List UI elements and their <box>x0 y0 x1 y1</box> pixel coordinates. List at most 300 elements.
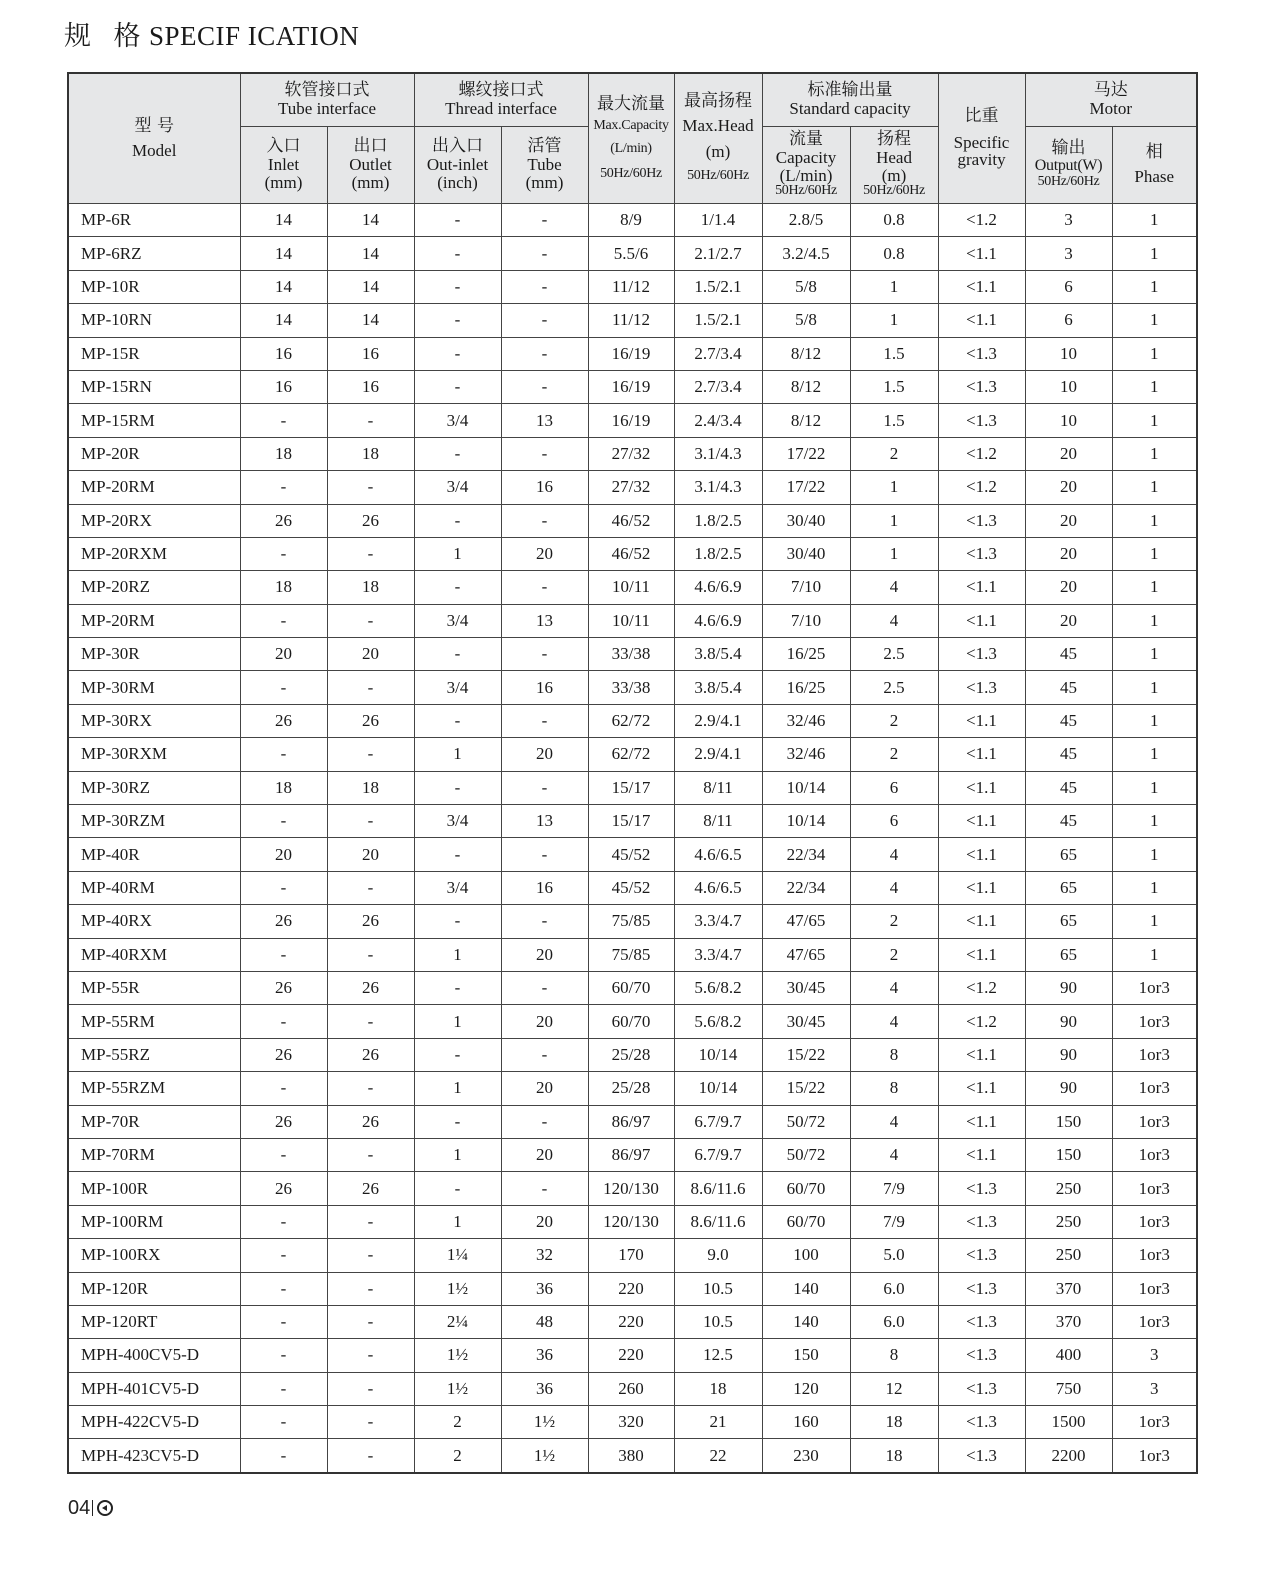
table-cell: 5.5/6 <box>588 237 674 270</box>
model-cell: MPH-401CV5-D <box>68 1372 240 1405</box>
table-cell: 16/19 <box>588 370 674 403</box>
table-cell: - <box>414 571 501 604</box>
model-cell: MP-15RM <box>68 404 240 437</box>
table-cell: 1 <box>414 1005 501 1038</box>
table-cell: - <box>414 771 501 804</box>
table-cell: - <box>327 738 414 771</box>
table-cell: 18 <box>327 437 414 470</box>
table-cell: - <box>327 871 414 904</box>
table-cell: 5/8 <box>762 304 850 337</box>
model-cell: MP-100RX <box>68 1239 240 1272</box>
table-cell: 10/14 <box>674 1072 762 1105</box>
table-cell: <1.1 <box>938 237 1025 270</box>
table-cell: 1 <box>1112 370 1197 403</box>
table-cell: 32/46 <box>762 738 850 771</box>
model-cell: MP-20RM <box>68 604 240 637</box>
table-row <box>68 270 1197 303</box>
page-number: 04 <box>68 1497 91 1519</box>
table-cell: <1.1 <box>938 1038 1025 1071</box>
table-row <box>68 304 1197 337</box>
table-cell: 30/40 <box>762 537 850 570</box>
table-cell: <1.3 <box>938 1406 1025 1439</box>
table-cell: 14 <box>327 237 414 270</box>
table-cell: - <box>414 704 501 737</box>
table-cell: - <box>240 1138 327 1171</box>
header-model: 型 号 Model <box>68 73 240 204</box>
header-thread-interface: 螺纹接口式 Thread interface <box>414 73 588 127</box>
table-cell: 27/32 <box>588 437 674 470</box>
table-cell: 1 <box>1112 404 1197 437</box>
table-row <box>68 1005 1197 1038</box>
table-cell: <1.1 <box>938 604 1025 637</box>
table-cell: <1.1 <box>938 1072 1025 1105</box>
model-cell: MP-15RN <box>68 370 240 403</box>
model-cell: MP-6RZ <box>68 237 240 270</box>
table-row <box>68 504 1197 537</box>
table-cell: - <box>240 1406 327 1439</box>
model-cell: MPH-422CV5-D <box>68 1406 240 1439</box>
table-cell: 22/34 <box>762 871 850 904</box>
table-row <box>68 337 1197 370</box>
table-cell: 1 <box>414 1072 501 1105</box>
table-cell: 8 <box>850 1072 938 1105</box>
table-cell: 1or3 <box>1112 1105 1197 1138</box>
table-cell: - <box>240 1205 327 1238</box>
table-cell: 3/4 <box>414 404 501 437</box>
table-cell: 100 <box>762 1239 850 1272</box>
table-row <box>68 1339 1197 1372</box>
table-cell: 48 <box>501 1305 588 1338</box>
table-cell: 10/14 <box>762 771 850 804</box>
table-cell: - <box>501 771 588 804</box>
table-cell: 140 <box>762 1305 850 1338</box>
table-cell: - <box>414 237 501 270</box>
table-cell: 36 <box>501 1372 588 1405</box>
table-cell: 1 <box>414 537 501 570</box>
model-cell: MP-20RM <box>68 471 240 504</box>
header-out-inlet: 出入口 Out-inlet (inch) <box>414 127 501 204</box>
table-cell: 2.9/4.1 <box>674 704 762 737</box>
table-cell: 160 <box>762 1406 850 1439</box>
table-cell: 13 <box>501 604 588 637</box>
table-cell: - <box>501 1105 588 1138</box>
model-cell: MP-20RZ <box>68 571 240 604</box>
header-tube-interface: 软管接口式 Tube interface <box>240 73 414 127</box>
table-cell: 1 <box>1112 805 1197 838</box>
table-cell: - <box>414 1038 501 1071</box>
table-cell: 1 <box>1112 304 1197 337</box>
table-cell: <1.3 <box>938 537 1025 570</box>
table-cell: 1½ <box>501 1439 588 1473</box>
table-cell: 10 <box>1025 404 1112 437</box>
table-cell: 22 <box>674 1439 762 1473</box>
table-cell: <1.1 <box>938 304 1025 337</box>
table-cell: 120/130 <box>588 1205 674 1238</box>
table-cell: 60/70 <box>588 971 674 1004</box>
header-motor: 马达 Motor <box>1025 73 1197 127</box>
table-cell: 120/130 <box>588 1172 674 1205</box>
table-cell: 3.8/5.4 <box>674 671 762 704</box>
table-cell: 10.5 <box>674 1305 762 1338</box>
table-cell: 2 <box>850 704 938 737</box>
table-cell: 26 <box>240 905 327 938</box>
table-cell: 17/22 <box>762 471 850 504</box>
table-cell: <1.3 <box>938 370 1025 403</box>
table-cell: 45 <box>1025 805 1112 838</box>
table-cell: 75/85 <box>588 905 674 938</box>
table-cell: 14 <box>240 237 327 270</box>
table-cell: 1 <box>850 537 938 570</box>
table-cell: 16 <box>240 370 327 403</box>
header-standard-capacity: 标准输出量 Standard capacity <box>762 73 938 127</box>
model-cell: MP-20RXM <box>68 537 240 570</box>
table-row <box>68 537 1197 570</box>
table-cell: 15/17 <box>588 805 674 838</box>
table-cell: 1 <box>1112 571 1197 604</box>
table-cell: - <box>414 204 501 237</box>
table-cell: 20 <box>501 537 588 570</box>
table-cell: <1.1 <box>938 1138 1025 1171</box>
table-cell: - <box>240 404 327 437</box>
table-cell: 32 <box>501 1239 588 1272</box>
table-cell: 1 <box>414 738 501 771</box>
table-cell: 26 <box>327 971 414 1004</box>
table-cell: 1 <box>414 1205 501 1238</box>
table-cell: 27/32 <box>588 471 674 504</box>
table-cell: 1½ <box>414 1339 501 1372</box>
table-cell: 8/12 <box>762 337 850 370</box>
table-cell: 220 <box>588 1272 674 1305</box>
table-cell: 14 <box>327 204 414 237</box>
table-cell: 3.8/5.4 <box>674 638 762 671</box>
table-cell: 62/72 <box>588 704 674 737</box>
table-cell: 1 <box>414 1138 501 1171</box>
page-footer <box>68 1497 113 1520</box>
table-cell: 1.5 <box>850 404 938 437</box>
table-cell: 9.0 <box>674 1239 762 1272</box>
table-cell: 4.6/6.5 <box>674 871 762 904</box>
table-cell: <1.3 <box>938 1339 1025 1372</box>
table-cell: 750 <box>1025 1372 1112 1405</box>
model-cell: MP-120R <box>68 1272 240 1305</box>
table-cell: 1 <box>1112 604 1197 637</box>
table-cell: 2.5 <box>850 638 938 671</box>
table-cell: - <box>501 304 588 337</box>
table-row <box>68 471 1197 504</box>
table-cell: <1.3 <box>938 1439 1025 1473</box>
table-cell: 0.8 <box>850 237 938 270</box>
table-cell: 150 <box>1025 1138 1112 1171</box>
table-cell: 20 <box>1025 471 1112 504</box>
table-cell: 26 <box>240 971 327 1004</box>
table-cell: 15/17 <box>588 771 674 804</box>
table-cell: 1 <box>1112 471 1197 504</box>
table-cell: 1500 <box>1025 1406 1112 1439</box>
model-cell: MP-70R <box>68 1105 240 1138</box>
table-cell: 16/19 <box>588 337 674 370</box>
model-cell: MP-40RM <box>68 871 240 904</box>
table-cell: - <box>240 1339 327 1372</box>
table-cell: 3.1/4.3 <box>674 471 762 504</box>
table-cell: - <box>327 1439 414 1473</box>
table-cell: - <box>327 1205 414 1238</box>
model-cell: MP-30RM <box>68 671 240 704</box>
table-cell: 45/52 <box>588 871 674 904</box>
table-cell: 45/52 <box>588 838 674 871</box>
table-cell: 2.8/5 <box>762 204 850 237</box>
table-cell: - <box>327 604 414 637</box>
table-cell: <1.3 <box>938 671 1025 704</box>
table-cell: 2 <box>414 1439 501 1473</box>
table-row <box>68 738 1197 771</box>
table-cell: <1.2 <box>938 204 1025 237</box>
table-cell: 1 <box>850 504 938 537</box>
table-cell: 47/65 <box>762 905 850 938</box>
table-cell: - <box>327 1305 414 1338</box>
table-cell: - <box>501 638 588 671</box>
table-cell: - <box>327 1005 414 1038</box>
table-cell: 6.7/9.7 <box>674 1138 762 1171</box>
table-cell: 20 <box>1025 571 1112 604</box>
table-cell: <1.3 <box>938 337 1025 370</box>
table-cell: 26 <box>327 905 414 938</box>
table-cell: 2.4/3.4 <box>674 404 762 437</box>
model-cell: MPH-400CV5-D <box>68 1339 240 1372</box>
table-cell: <1.3 <box>938 404 1025 437</box>
table-cell: - <box>414 638 501 671</box>
table-cell: 20 <box>1025 504 1112 537</box>
table-cell: 2.9/4.1 <box>674 738 762 771</box>
table-cell: <1.1 <box>938 1105 1025 1138</box>
table-cell: 26 <box>240 1038 327 1071</box>
table-cell: 3/4 <box>414 604 501 637</box>
table-cell: 10.5 <box>674 1272 762 1305</box>
table-cell: <1.1 <box>938 838 1025 871</box>
model-cell: MP-15R <box>68 337 240 370</box>
table-cell: - <box>327 1138 414 1171</box>
header-max-head: 最高扬程 Max.Head (m) 50Hz/60Hz <box>674 73 762 204</box>
table-cell: 26 <box>240 1172 327 1205</box>
table-cell: <1.1 <box>938 270 1025 303</box>
table-cell: <1.1 <box>938 704 1025 737</box>
table-cell: 26 <box>240 704 327 737</box>
table-cell: - <box>240 1072 327 1105</box>
table-cell: 7/9 <box>850 1205 938 1238</box>
table-cell: - <box>240 1272 327 1305</box>
table-cell: - <box>327 1072 414 1105</box>
table-cell: 46/52 <box>588 504 674 537</box>
table-cell: - <box>501 1172 588 1205</box>
table-cell: 1 <box>1112 504 1197 537</box>
model-cell: MP-6R <box>68 204 240 237</box>
table-row <box>68 370 1197 403</box>
table-cell: 1 <box>850 304 938 337</box>
model-cell: MP-30RX <box>68 704 240 737</box>
table-cell: <1.2 <box>938 471 1025 504</box>
table-cell: - <box>327 537 414 570</box>
table-cell: - <box>327 938 414 971</box>
table-cell: 18 <box>850 1406 938 1439</box>
table-cell: 3/4 <box>414 671 501 704</box>
table-cell: 20 <box>501 1072 588 1105</box>
table-cell: 1or3 <box>1112 1038 1197 1071</box>
model-cell: MP-30RZ <box>68 771 240 804</box>
table-cell: 4.6/6.9 <box>674 571 762 604</box>
table-cell: 10 <box>1025 337 1112 370</box>
table-cell: - <box>414 1105 501 1138</box>
table-cell: 5/8 <box>762 270 850 303</box>
table-cell: 1 <box>1112 537 1197 570</box>
table-cell: 1.5 <box>850 370 938 403</box>
table-cell: 6.0 <box>850 1272 938 1305</box>
back-arrow-icon <box>97 1500 113 1516</box>
table-cell: 250 <box>1025 1205 1112 1238</box>
table-cell: 18 <box>850 1439 938 1473</box>
table-cell: 20 <box>240 838 327 871</box>
table-cell: - <box>327 1372 414 1405</box>
table-row <box>68 1372 1197 1405</box>
title-cn-2: 格 <box>113 21 141 52</box>
table-cell: 60/70 <box>762 1205 850 1238</box>
table-cell: 45 <box>1025 771 1112 804</box>
table-cell: 1 <box>1112 671 1197 704</box>
table-cell: 1 <box>1112 838 1197 871</box>
table-cell: - <box>501 504 588 537</box>
table-cell: 8/9 <box>588 204 674 237</box>
table-cell: 15/22 <box>762 1038 850 1071</box>
table-cell: 3.3/4.7 <box>674 905 762 938</box>
table-cell: <1.1 <box>938 871 1025 904</box>
table-cell: 13 <box>501 404 588 437</box>
table-cell: 2 <box>850 738 938 771</box>
table-cell: - <box>414 1172 501 1205</box>
model-cell: MP-20RX <box>68 504 240 537</box>
header-head: 扬程 Head (m) 50Hz/60Hz <box>850 127 938 204</box>
model-cell: MP-55RZ <box>68 1038 240 1071</box>
table-cell: - <box>327 404 414 437</box>
table-cell: 1/1.4 <box>674 204 762 237</box>
table-cell: 5.6/8.2 <box>674 1005 762 1038</box>
table-cell: 1or3 <box>1112 1239 1197 1272</box>
model-cell: MPH-423CV5-D <box>68 1439 240 1473</box>
table-cell: - <box>240 805 327 838</box>
header-output: 输出 Output(W) 50Hz/60Hz <box>1025 127 1112 204</box>
table-row <box>68 971 1197 1004</box>
title-cn-1: 规 <box>64 21 92 52</box>
table-cell: 16/25 <box>762 638 850 671</box>
table-cell: - <box>414 337 501 370</box>
table-row <box>68 1138 1197 1171</box>
table-cell: <1.1 <box>938 938 1025 971</box>
table-cell: 1½ <box>414 1272 501 1305</box>
table-cell: 1 <box>1112 204 1197 237</box>
table-row <box>68 905 1197 938</box>
table-cell: 1 <box>1112 905 1197 938</box>
table-cell: 3 <box>1025 204 1112 237</box>
table-cell: 21 <box>674 1406 762 1439</box>
table-cell: 6 <box>1025 304 1112 337</box>
header-specific-gravity: 比重 Specific gravity <box>938 73 1025 204</box>
table-cell: 25/28 <box>588 1072 674 1105</box>
model-cell: MP-55R <box>68 971 240 1004</box>
model-cell: MP-55RZM <box>68 1072 240 1105</box>
table-cell: 8/11 <box>674 771 762 804</box>
table-cell: - <box>414 437 501 470</box>
table-cell: 8/12 <box>762 404 850 437</box>
table-cell: 45 <box>1025 704 1112 737</box>
table-cell: 1 <box>1112 871 1197 904</box>
table-cell: 2.1/2.7 <box>674 237 762 270</box>
table-cell: 1or3 <box>1112 1072 1197 1105</box>
table-row <box>68 1239 1197 1272</box>
table-cell: 1¼ <box>414 1239 501 1272</box>
table-cell: 3/4 <box>414 805 501 838</box>
table-row <box>68 938 1197 971</box>
table-cell: 16/25 <box>762 671 850 704</box>
table-cell: 20 <box>1025 537 1112 570</box>
table-cell: <1.3 <box>938 638 1025 671</box>
table-cell: 20 <box>501 938 588 971</box>
table-cell: 26 <box>240 1105 327 1138</box>
table-cell: 2.7/3.4 <box>674 337 762 370</box>
table-cell: 3/4 <box>414 471 501 504</box>
table-cell: 17/22 <box>762 437 850 470</box>
table-cell: 7/10 <box>762 571 850 604</box>
table-cell: 320 <box>588 1406 674 1439</box>
table-cell: <1.3 <box>938 1172 1025 1205</box>
table-cell: - <box>327 1406 414 1439</box>
table-cell: 1 <box>850 270 938 303</box>
table-cell: 1 <box>1112 437 1197 470</box>
table-cell: <1.3 <box>938 1205 1025 1238</box>
table-cell: - <box>327 1272 414 1305</box>
table-cell: <1.1 <box>938 738 1025 771</box>
table-cell: 14 <box>240 304 327 337</box>
table-row <box>68 1406 1197 1439</box>
table-cell: - <box>240 537 327 570</box>
table-cell: 1 <box>1112 337 1197 370</box>
header-capacity: 流量 Capacity (L/min) 50Hz/60Hz <box>762 127 850 204</box>
table-cell: 1or3 <box>1112 1406 1197 1439</box>
table-cell: <1.3 <box>938 1239 1025 1272</box>
header-max-capacity: 最大流量 Max.Capacity (L/min) 50Hz/60Hz <box>588 73 674 204</box>
table-cell: 60/70 <box>588 1005 674 1038</box>
table-cell: - <box>240 938 327 971</box>
table-cell: 1 <box>1112 270 1197 303</box>
table-cell: - <box>414 270 501 303</box>
table-cell: 6 <box>1025 270 1112 303</box>
table-cell: 86/97 <box>588 1105 674 1138</box>
table-cell: 20 <box>1025 604 1112 637</box>
header-tube: 活管 Tube (mm) <box>501 127 588 204</box>
table-row <box>68 805 1197 838</box>
table-cell: 380 <box>588 1439 674 1473</box>
table-cell: 26 <box>240 504 327 537</box>
table-cell: 2 <box>414 1406 501 1439</box>
table-cell: 1½ <box>414 1372 501 1405</box>
model-cell: MP-40R <box>68 838 240 871</box>
table-cell: 1or3 <box>1112 1138 1197 1171</box>
table-cell: 4 <box>850 571 938 604</box>
table-cell: 4.6/6.5 <box>674 838 762 871</box>
table-cell: 86/97 <box>588 1138 674 1171</box>
table-cell: 2 <box>850 938 938 971</box>
table-cell: - <box>240 1005 327 1038</box>
table-cell: 36 <box>501 1339 588 1372</box>
table-cell: 65 <box>1025 838 1112 871</box>
table-cell: 8/11 <box>674 805 762 838</box>
table-cell: 50/72 <box>762 1138 850 1171</box>
